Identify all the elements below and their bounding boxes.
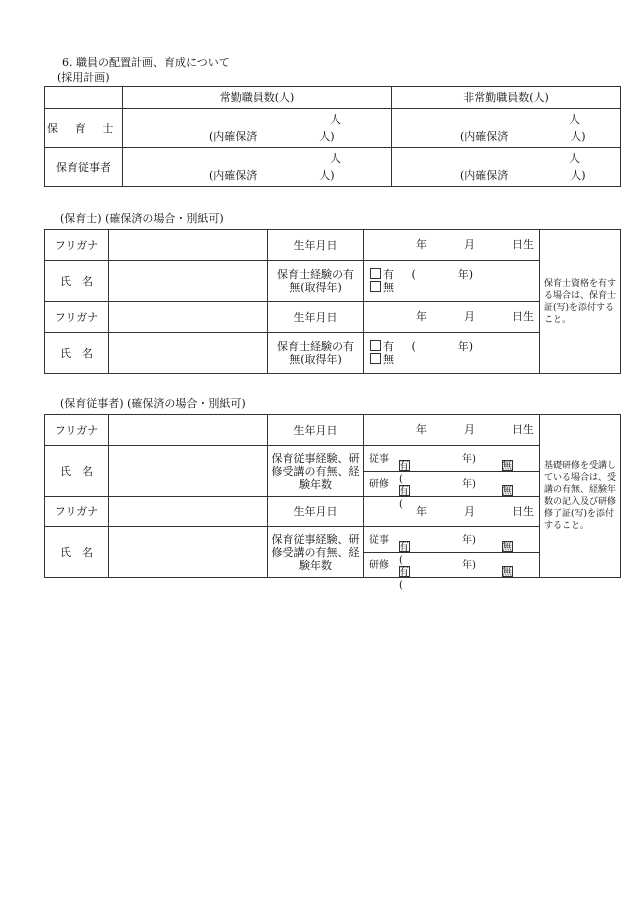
birth-label: 生年月日: [268, 497, 364, 527]
experience-input[interactable]: 従事 有( 年) 無 研修 有( 年) 無: [364, 527, 540, 578]
furigana-input[interactable]: [109, 230, 268, 261]
birth-label: 生年月日: [268, 415, 364, 446]
experience-label: 保育士経験の有無(取得年): [268, 333, 364, 374]
regular-hoikushi-count[interactable]: 人 (内確保済 人): [123, 109, 392, 148]
row-label-hoikushi: 保 育 士: [45, 109, 123, 148]
furigana-input[interactable]: [109, 302, 268, 333]
row-label-juujisha: 保育従事者: [45, 148, 123, 187]
name-input[interactable]: [109, 527, 268, 578]
staffing-plan-table: [44, 86, 621, 187]
parttime-hoikushi-count[interactable]: 人 (内確保済 人): [392, 109, 621, 148]
juujisha-heading: (保育従事者) (確保済の場合・別紙可): [60, 397, 246, 410]
checkbox-none[interactable]: [370, 353, 381, 364]
name-label: 氏 名: [45, 446, 109, 497]
section-title: 6. 職員の配置計画、育成について: [62, 56, 230, 69]
name-label: 氏 名: [45, 527, 109, 578]
birth-input[interactable]: 年 月 日生: [364, 415, 540, 446]
checkbox-none[interactable]: [370, 281, 381, 292]
checkbox-has[interactable]: [370, 340, 381, 351]
experience-label: 保育従事経験、研修受講の有無、経験年数: [268, 527, 364, 578]
experience-input[interactable]: 従事 有( 年) 無 研修 有( 年) 無: [364, 446, 540, 497]
birth-input[interactable]: 年 月 日生: [364, 230, 540, 261]
juujisha-table: [44, 414, 621, 591]
furigana-label: フリガナ: [45, 302, 109, 333]
juujisha-note: 基礎研修を受講している場合は、受講の有無、経験年数の記入及び研修修了証(写)を添付すること。: [540, 415, 621, 578]
name-input[interactable]: [109, 446, 268, 497]
section-subtitle: (採用計画): [57, 71, 110, 84]
parttime-juujisha-count[interactable]: 人 (内確保済 人): [392, 148, 621, 187]
experience-input[interactable]: 有 ( 年) 無: [364, 261, 540, 302]
regular-juujisha-count[interactable]: 人 (内確保済 人): [123, 148, 392, 187]
birth-label: 生年月日: [268, 230, 364, 261]
furigana-label: フリガナ: [45, 497, 109, 527]
checkbox-has[interactable]: [370, 268, 381, 279]
birth-input[interactable]: 年 月 日生: [364, 302, 540, 333]
furigana-input[interactable]: [109, 497, 268, 527]
name-input[interactable]: [109, 261, 268, 302]
experience-input[interactable]: 有 ( 年) 無: [364, 333, 540, 374]
col-regular: 常勤職員数(人): [123, 87, 392, 109]
furigana-label: フリガナ: [45, 230, 109, 261]
name-input[interactable]: [109, 333, 268, 374]
experience-label: 保育従事経験、研修受講の有無、経験年数: [268, 446, 364, 497]
birth-label: 生年月日: [268, 302, 364, 333]
experience-label: 保育士経験の有無(取得年): [268, 261, 364, 302]
hoikushi-heading: (保育士) (確保済の場合・別紙可): [60, 212, 224, 225]
furigana-label: フリガナ: [45, 415, 109, 446]
col-parttime: 非常勤職員数(人): [392, 87, 621, 109]
furigana-input[interactable]: [109, 415, 268, 446]
name-label: 氏 名: [45, 333, 109, 374]
hoikushi-table: [44, 229, 621, 374]
hoikushi-note: 保育士資格を有する場合は、保育士証(写)を添付すること。: [540, 230, 621, 374]
birth-input[interactable]: 年 月 日生: [364, 497, 540, 527]
name-label: 氏 名: [45, 261, 109, 302]
